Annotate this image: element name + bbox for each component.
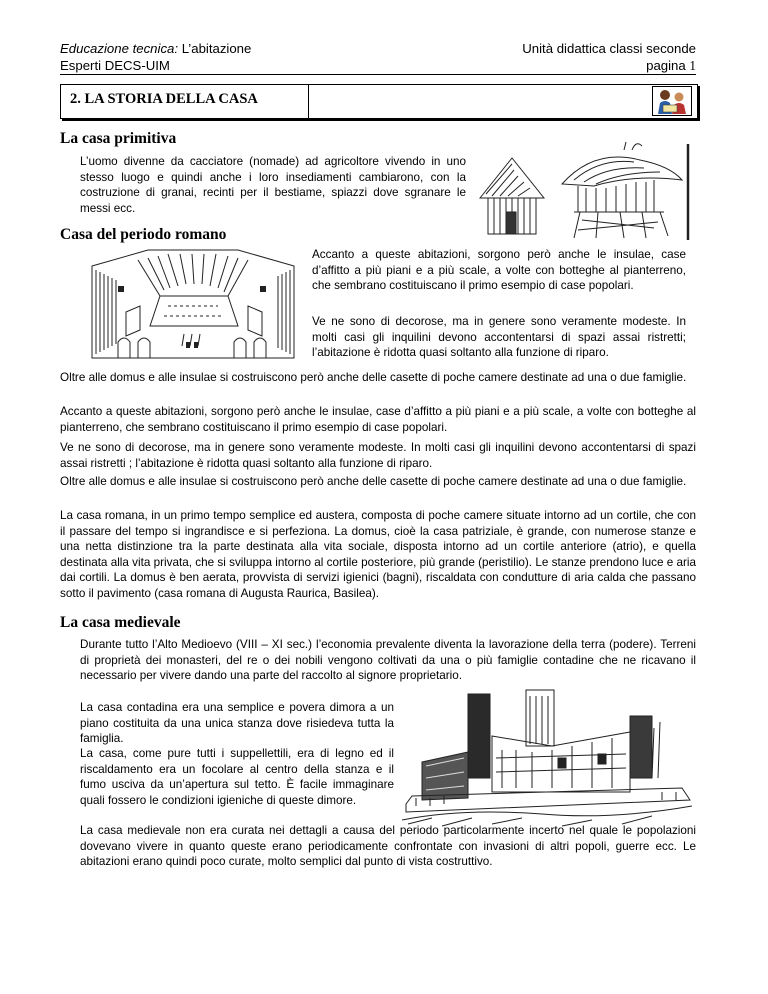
paragraph-romano-4: Accanto a queste abitazioni, sorgono però anche le insulae, case d’affitto a più piani e a più scale, a volte con botteghe al pianterreno, che sembrano costituiscano il primo esempio di case popolari. [60, 405, 696, 434]
paragraph-romano-6: Oltre alle domus e alle insulae si costruiscono però anche delle casette di poche camere destinate ad una o due famiglie. [60, 475, 687, 488]
course-topic: L’abitazione [178, 41, 252, 56]
heading-casa-romano: Casa del periodo romano [60, 226, 227, 243]
page-number: 1 [689, 58, 696, 73]
heading-casa-primitiva: La casa primitiva [60, 130, 177, 147]
paragraph-romano-1: Accanto a queste abitazioni, sorgono però anche le insulae, case d’affitto a più piani e a più scale, a volte con botteghe al pianterreno, che sembrano costituiscano il primo esempio di case popolari. [312, 248, 686, 293]
header-left [60, 40, 251, 74]
roman-house-drawing [88, 246, 298, 364]
medieval-castle-drawing [402, 688, 694, 830]
paragraph-medievale-2: La casa contadina era una semplice e povera dimora a un piano costituita da una unica stanza dove risiedeva tutta la famiglia. [80, 701, 394, 746]
header-right [522, 40, 696, 74]
reading-people-icon [652, 86, 692, 116]
paragraph-romano-7: La casa romana, in un primo tempo semplice ed austera, composta di poche camere situate intorno ad un cortile, che con il passare del tempo si ingrandisce e si perfeziona. La domus, cioè la casa patriziale, è grande, con numerose stanze e una netta distinzione tra la parte destinata alla vita sociale, disposta intorno ad un cortile anteriore (atrio), e quella destinata alla vita privata, che si sviluppa intorno al cortile posteriore, più grande (peristilio). Le stanze prendono luce e aria dai cortili. La domus è ben aerata, provvista di servizi igienici (bagni), riscaldata con condutture di aria calda che passano sotto il pavimento (casa romana di Augusta Raurica, Basilea). [60, 509, 696, 600]
paragraph-medievale-3: La casa, come pure tutti i suppellettili, era di legno ed il riscaldamento era un focolare al centro della stanza e il fumo usciva da un’apertura sul tetto. È facile immaginare quali fossero le condizioni igieniche di queste dimore. [80, 747, 394, 807]
primitive-huts-drawing [474, 140, 692, 242]
page-label: pagina [646, 58, 686, 73]
section-box-divider [308, 84, 309, 118]
paragraph-romano-5: Ve ne sono di decorose, ma in genere sono veramente modeste. In molti casi gli inquilini devono accontentarsi di spazi assai ristretti ; l’abitazione è ridotta quasi soltanto alla funzione di riparo. [60, 441, 696, 470]
paragraph-romano-3: Oltre alle domus e alle insulae si costruiscono però anche delle casette di poche camere destinate ad una o due famiglie. [60, 371, 687, 384]
heading-casa-medievale: La casa medievale [60, 614, 181, 631]
paragraph-medievale-4: La casa medievale non era curata nei dettagli a causa del periodo particolarmente incerto nel quale le popolazioni dovevano vivere in quanto queste erano periodicamente confrontate con invasioni di altri popoli, guerre ecc. Le abitazioni erano quindi poco curate, molto semplici dal punto di vista costruttivo. [80, 824, 696, 869]
paragraph-primitiva: L’uomo divenne da cacciatore (nomade) ad agricoltore vivendo in uno stesso luogo e quindi anche i loro insediamenti cambiarono, con la costruzione di granai, recinti per il bestiame, spiazzi dove sgranare le messi ecc. [80, 155, 466, 215]
section-title: 2. LA STORIA DELLA CASA [70, 91, 258, 107]
paragraph-medievale-1: Durante tutto l’Alto Medioevo (VIII – XI sec.) l’economia prevalente diventa la lavorazione della terra (podere). Terreni di proprietà dei monasteri, del re o dei nobili vengono coltivati da una o più famiglie contadine che ne ricavano il necessario per vivere dando una parte del raccolto al signore proprietario. [80, 638, 696, 683]
header-rule [60, 74, 696, 75]
paragraph-romano-2: Ve ne sono di decorose, ma in genere sono veramente modeste. In molti casi gli inquilini devono accontentarsi di spazi assai ristretti; l’abitazione è ridotta quasi soltanto alla funzione di riparo. [312, 315, 686, 360]
course-label: Educazione tecnica: [60, 41, 179, 56]
unit-label: Unità didattica classi seconde [522, 41, 696, 56]
authors: Esperti DECS-UIM [60, 58, 170, 73]
